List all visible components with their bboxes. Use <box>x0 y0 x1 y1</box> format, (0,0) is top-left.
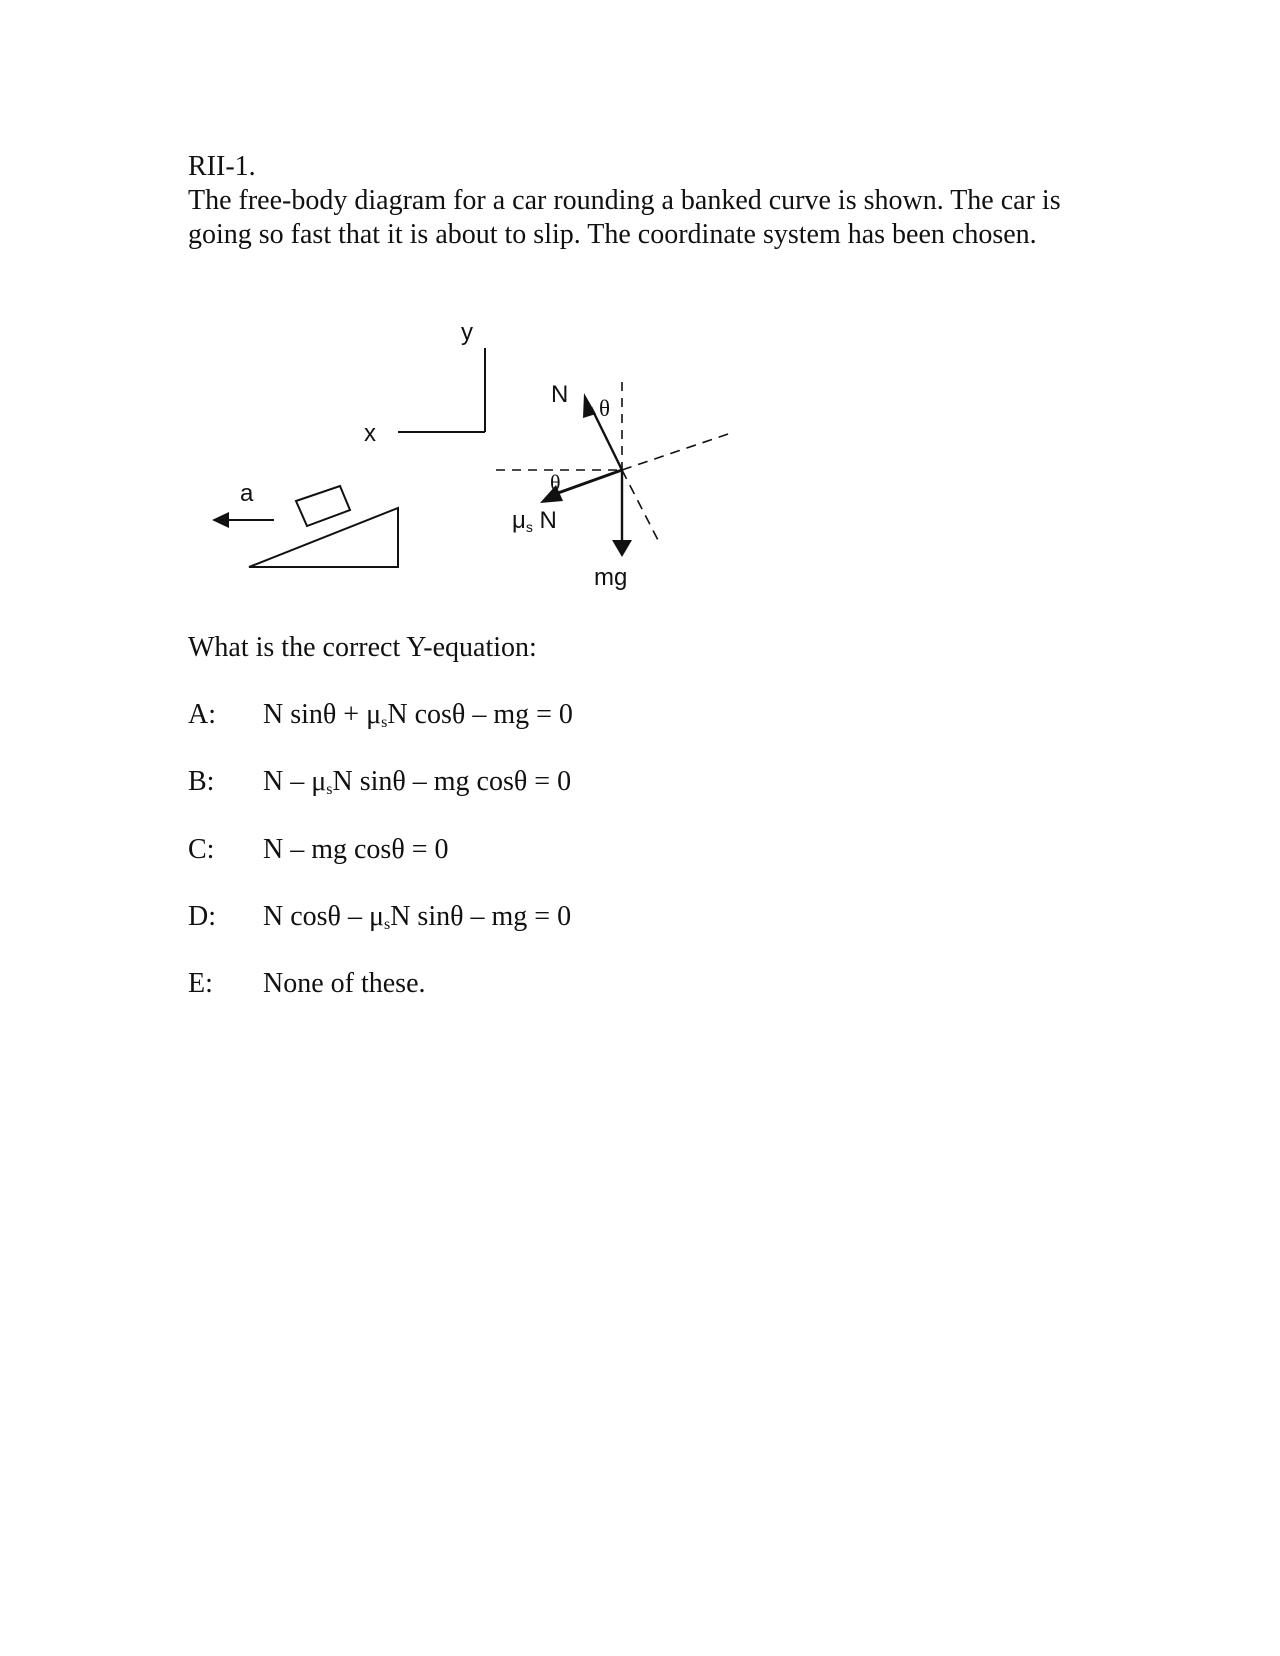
theta-label-top: θ <box>599 396 611 421</box>
normal-force-label: N <box>551 381 569 408</box>
weight-arrowhead <box>612 540 632 557</box>
choice-equation: N – $\mu_sN$ sinθ – mg cosθ = 0 <box>263 766 572 798</box>
friction-force-label: μs N <box>512 507 557 535</box>
car-block <box>296 486 350 526</box>
choice-equation: N $\sin\theta + \mu_sN$ cosθ – mg = 0 <box>263 699 573 731</box>
problem-text: The free-body diagram for a car rounding a banked curve is shown. The car is going so fast that it is about to slip. The coordinate system has been chosen. <box>188 185 1061 250</box>
choice-a[interactable] <box>188 698 573 740</box>
x-axis-label: x <box>364 420 376 447</box>
choice-equation: None of these. <box>263 968 426 999</box>
choice-letter: D: <box>188 901 216 932</box>
question-text: What is the correct Y-equation: <box>188 632 537 663</box>
tilted-x-guide <box>622 432 734 470</box>
choice-letter: E: <box>188 968 213 999</box>
choice-equation: N – mg cosθ = 0 <box>263 834 449 865</box>
choice-e[interactable] <box>188 967 426 1009</box>
choice-letter: A: <box>188 699 216 730</box>
choice-letter: B: <box>188 766 215 797</box>
weight-label: mg <box>594 564 628 591</box>
acceleration-arrowhead <box>212 512 229 528</box>
banked-incline <box>249 508 398 567</box>
choice-b[interactable] <box>188 765 571 807</box>
choice-d[interactable] <box>188 900 571 942</box>
choice-equation: N cosθ – $\mu_sN$ sinθ – mg = 0 <box>263 901 572 933</box>
free-body-diagram <box>0 0 1280 640</box>
friction-force-arrow <box>558 470 622 493</box>
normal-force-arrowhead <box>583 393 596 418</box>
choice-c[interactable] <box>188 833 449 875</box>
acceleration-label: a <box>240 480 254 507</box>
tilted-y-guide <box>622 470 660 544</box>
theta-label-bottom: θ <box>550 470 561 495</box>
choice-letter: C: <box>188 834 215 865</box>
y-axis-label: y <box>461 319 473 346</box>
problem-number: RII-1. <box>188 151 256 182</box>
